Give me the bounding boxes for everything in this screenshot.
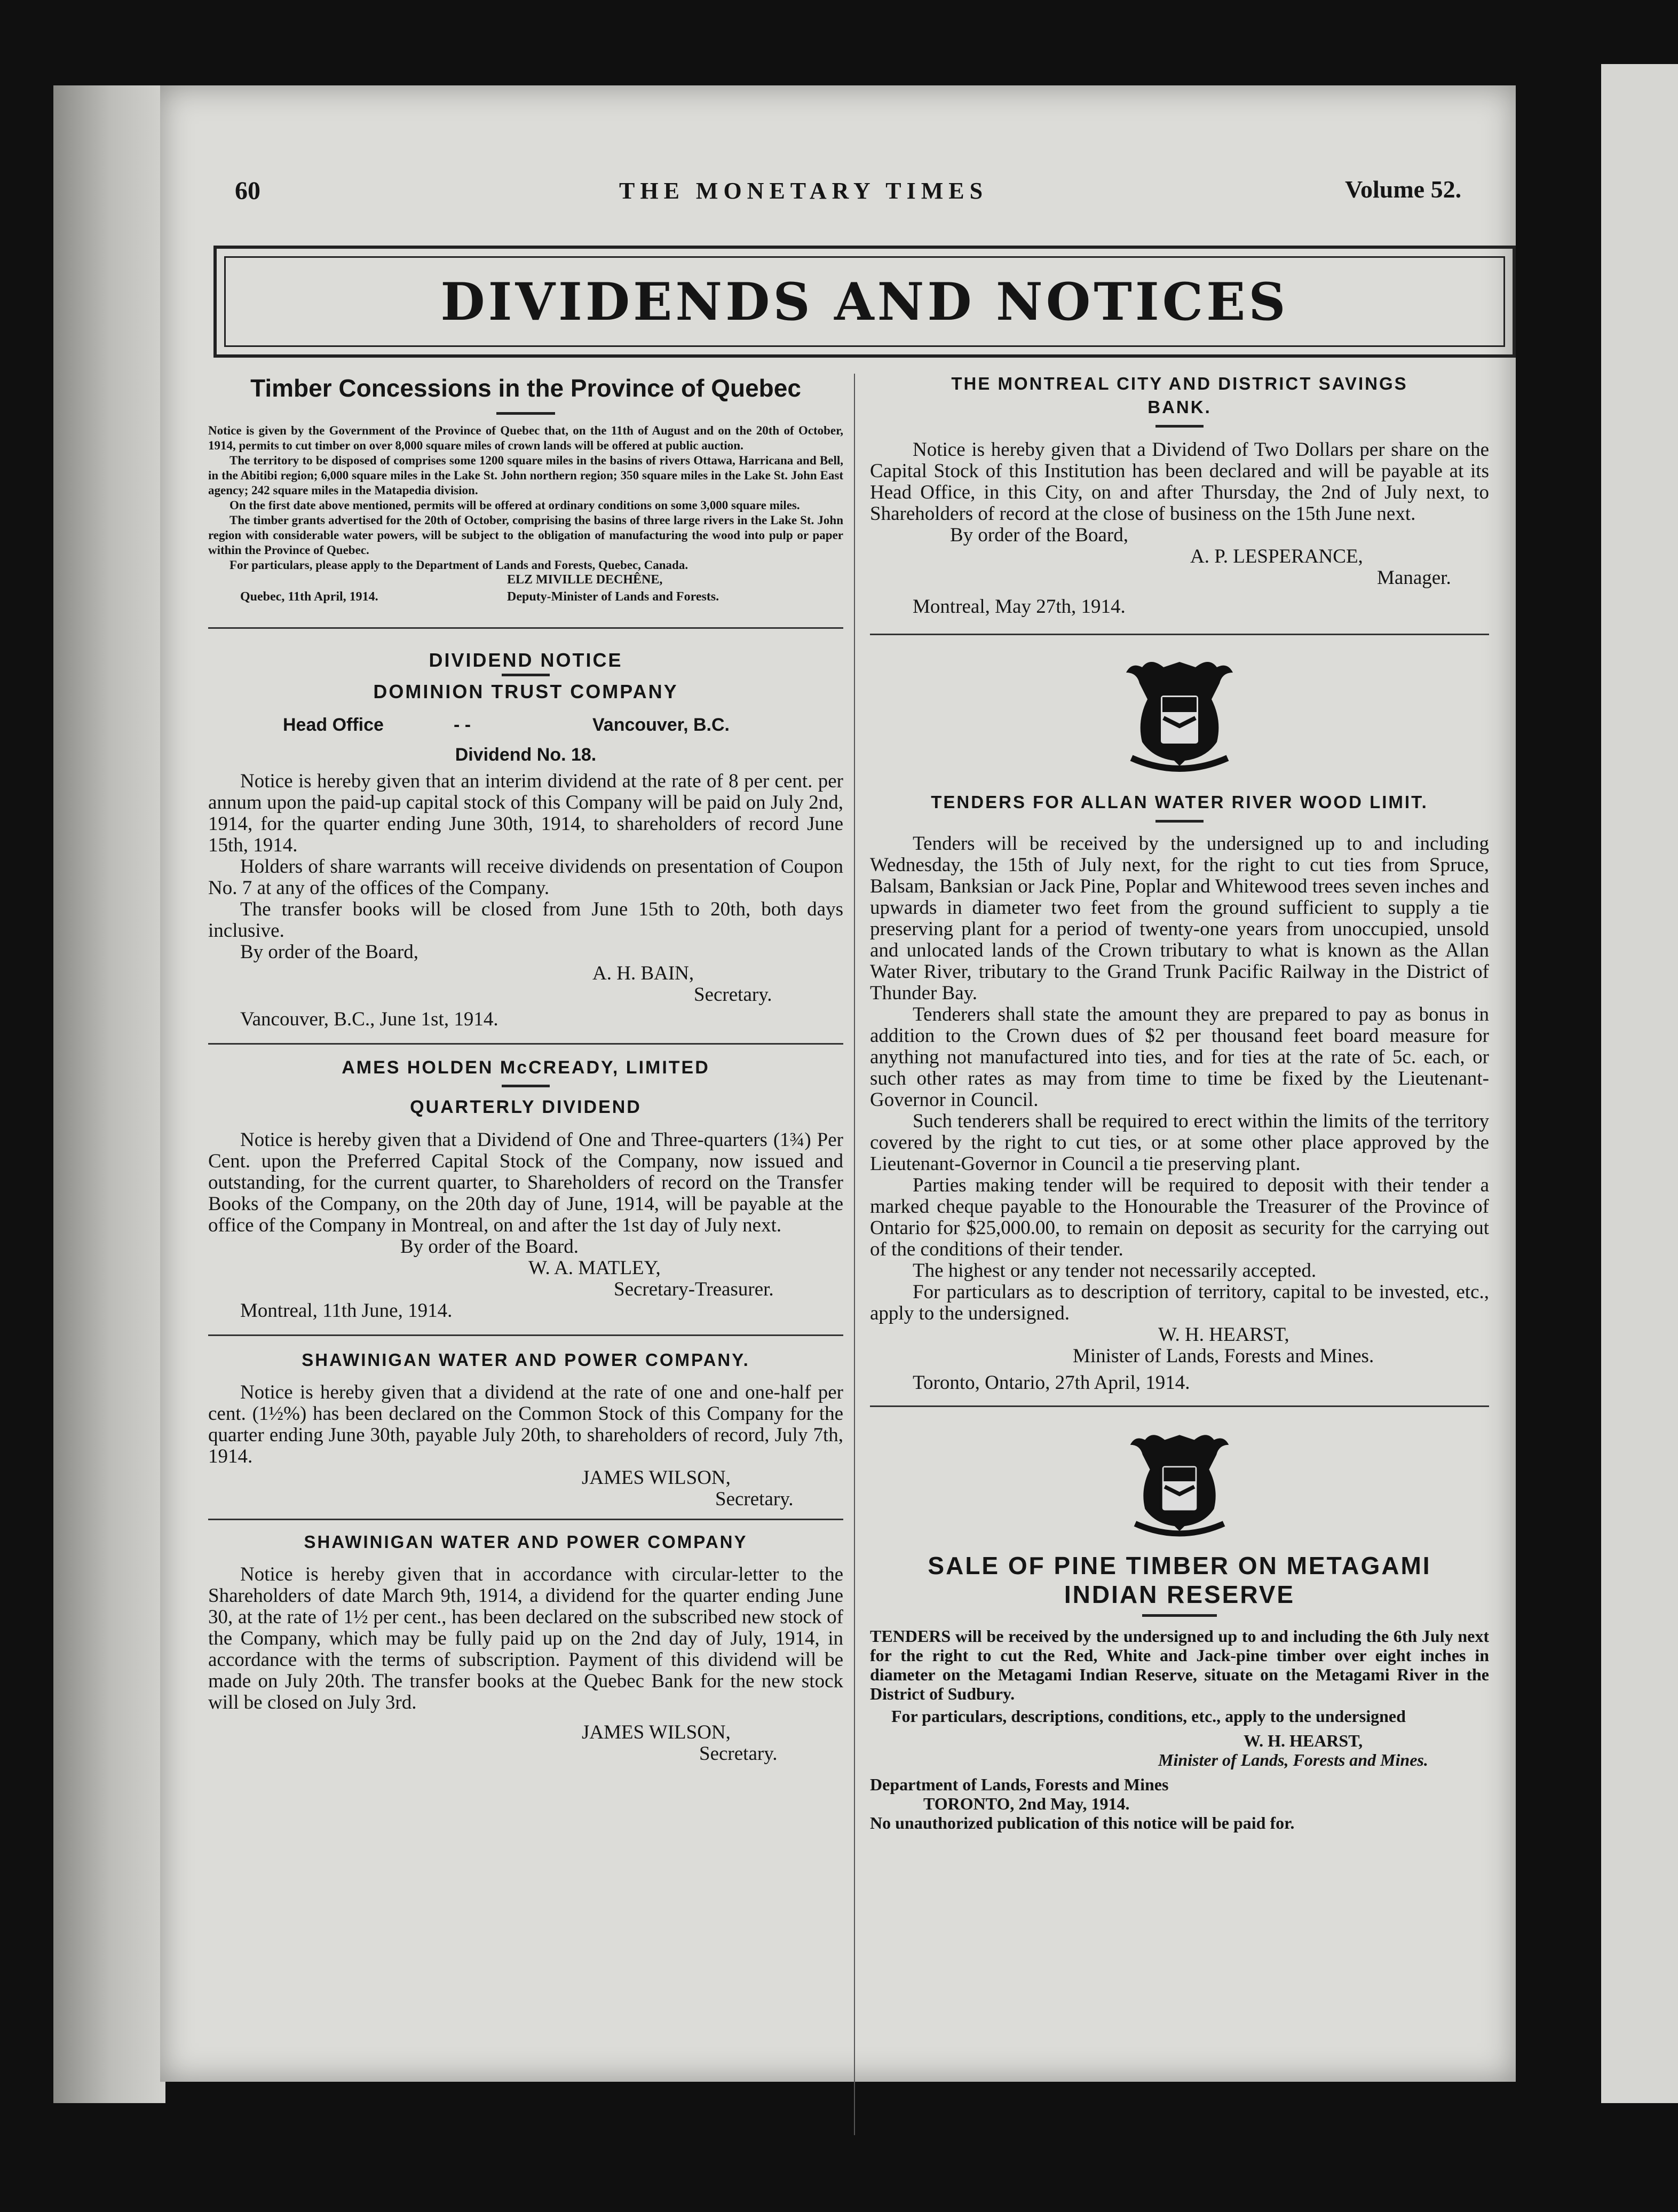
shawinigan-2-company: SHAWINIGAN WATER AND POWER COMPANY: [304, 1532, 748, 1552]
allan-water-notice: [870, 792, 1489, 1394]
head-office-label: Head Office: [283, 715, 384, 735]
ames-paragraph: Notice is hereby given that a Dividend of One and Three-quarters (1¾) Per Cent. upon the Preferred Capital Stock of the Company, now issued and outstanding, for the current quarter, to Shareholders of record on the Transfer Books of the Company, on the 20th day of June, 1914, will be payable at the office of the Company in Montreal, on and after the 1st day of July next.: [208, 1129, 843, 1236]
ames-signer-title: Secretary-Treasurer.: [614, 1278, 774, 1300]
shawinigan-1-company: SHAWINIGAN WATER AND POWER COMPANY.: [302, 1350, 750, 1370]
timber-paragraph: For particulars, please apply to the Department of Lands and Forests, Quebec, Canada.: [229, 558, 688, 572]
page-number: 60: [235, 177, 260, 205]
newspaper-page: [160, 85, 1516, 2082]
montreal-bank-notice: [870, 374, 1489, 618]
timber-title: Timber Concessions in the Province of Quebec: [250, 374, 801, 402]
dominion-signer-title: Secretary.: [694, 984, 772, 1006]
shawinigan-1-signer-title: Secretary.: [715, 1488, 794, 1510]
section-divider: [870, 1405, 1489, 1407]
allan-date: Toronto, Ontario, 27th April, 1914.: [913, 1372, 1190, 1394]
publication-title: THE MONETARY TIMES: [619, 178, 988, 204]
bank-signer-title: Manager.: [1377, 567, 1451, 589]
bank-date: Montreal, May 27th, 1914.: [913, 596, 1126, 618]
metagami-footer: No unauthorized publication of this notice will be paid for.: [870, 1813, 1295, 1832]
dominion-paragraph: Notice is hereby given that an interim dividend at the rate of 8 per cent. per annum upon the paid-up capital stock of this Company will be paid on July 2nd, 1914, for the quarter ending June 30th, 1914, to shareholders of record June 15th, 1914.: [208, 770, 843, 856]
section-banner: [213, 246, 1516, 358]
allan-title: TENDERS FOR ALLAN WATER RIVER WOOD LIMIT.: [931, 792, 1428, 812]
ames-heading: QUARTERLY DIVIDEND: [410, 1097, 642, 1117]
shawinigan-2-signer: JAMES WILSON,: [582, 1721, 731, 1743]
allan-paragraph: Such tenderers shall be required to erect within the limits of the territory covered by the right to cut ties, or at some other place approved by the Lieutenant-Governor in Council a tie preserving plant.: [870, 1110, 1489, 1175]
timber-paragraph: The timber grants advertised for the 20th of October, comprising the basins of three large rivers in the Lake St. John region with considerable water powers, will be subject to the obligation of manufacturing the wood into pulp or paper within the Province of Quebec.: [208, 514, 843, 557]
shawinigan-1-signer: JAMES WILSON,: [582, 1467, 731, 1489]
timber-paragraph: Notice is given by the Government of the Province of Quebec that, on the 11th of August and on the 20th of October, 1914, permits to cut timber on over 8,000 square miles of crown lands will be offered at public auction.: [208, 424, 843, 452]
head-office-city: Vancouver, B.C.: [592, 715, 730, 735]
allan-paragraph: Tenders will be received by the undersigned up to and including Wednesday, the 15th of July next, for the right to cut ties from Spruce, Balsam, Banksian or Jack Pine, Poplar and Whitewood trees seven inches and upwards in diameter two feet from the ground sufficient to supply a tie preserving plant for a period of twenty-one years from unoccupied, unsold and unlocated lands of the Crown tributary to what is known as the Allan Water River, tributary to the Grand Trunk Pacific Railway in the District of Thunder Bay.: [870, 833, 1489, 1004]
divider: [496, 412, 555, 415]
facing-page-edge: [1601, 64, 1678, 2103]
metagami-signer-title: Minister of Lands, Forests and Mines.: [1158, 1750, 1428, 1769]
divider: [502, 674, 550, 676]
divider: [1155, 425, 1204, 428]
divider: [502, 1085, 550, 1087]
allan-paragraph: Tenderers shall state the amount they are prepared to pay as bonus in addition to the Crown dues of $2 per thousand feet board measure for anything not manufactured into ties, and for ties at the rate of 5c. each, or such other rates as may from time to time be fixed by the Lieutenant-Governor in Council.: [870, 1004, 1489, 1111]
timber-signer-title: Deputy-Minister of Lands and Forests.: [507, 590, 719, 604]
dominion-trust-notice: [208, 649, 843, 1030]
ames-date: Montreal, 11th June, 1914.: [240, 1300, 453, 1322]
section-divider: [208, 1519, 843, 1520]
bank-signer: A. P. LESPERANCE,: [1190, 546, 1363, 567]
divider: [1142, 1614, 1217, 1617]
allan-signer-title: Minister of Lands, Forests and Mines.: [1073, 1345, 1374, 1367]
allan-paragraph: The highest or any tender not necessarily accepted.: [913, 1260, 1317, 1282]
shawinigan-notice-2: [208, 1532, 843, 1765]
ames-order: By order of the Board.: [400, 1236, 579, 1258]
bank-paragraph: Notice is hereby given that a Dividend of Two Dollars per share on the Capital Stock of this Institution has been declared and will be payable at its Head Office, in this City, on and after Thursday, the 2nd of July next, to Shareholders of record at the close of business on the 15th June next.: [870, 439, 1489, 525]
allan-paragraph: Parties making tender will be required to deposit with their tender a marked cheque payable to the Honourable the Treasurer of the Province of Ontario for $25,000.00, to remain on deposit as security for the carrying out of the conditions of their tender.: [870, 1174, 1489, 1260]
dominion-order: By order of the Board,: [240, 941, 418, 963]
shawinigan-2-signer-title: Secretary.: [699, 1743, 778, 1765]
metagami-notice: [870, 1551, 1489, 1832]
bank-title-line-2: BANK.: [1147, 397, 1212, 417]
metagami-date: TORONTO, 2nd May, 1914.: [923, 1794, 1130, 1813]
ontario-crest-icon: [870, 1423, 1489, 1540]
shawinigan-1-paragraph: Notice is hereby given that a dividend at the rate of one and one-half per cent. (1½%) has been declared on the Common Stock of this Company for the quarter ending June 30th, payable July 20th, to shareholders of record, July 7th, 1914.: [208, 1381, 843, 1467]
timber-notice: [208, 374, 843, 606]
timber-paragraph: On the first date above mentioned, permits will be offered at ordinary conditions on some 3,000 square miles.: [229, 499, 800, 512]
dominion-heading: DIVIDEND NOTICE: [429, 649, 623, 671]
ames-holden-notice: [208, 1057, 843, 1322]
shawinigan-2-paragraph: Notice is hereby given that in accordance with circular-letter to the Shareholders of date March 9th, 1914, a dividend for the quarter ending June 30, at the rate of 1½ per cent., has been declared on the subscribed new stock of the Company, which may be fully paid up on the 2nd day of July, 1914, in accordance with the terms of subscription. Payment of this dividend will be made on July 20th. The transfer books at the Quebec Bank for the new stock will be closed on July 3rd.: [208, 1563, 843, 1713]
left-column: [208, 374, 843, 1765]
metagami-paragraph: For particulars, descriptions, conditions, etc., apply to the undersigned: [891, 1707, 1406, 1726]
section-divider: [208, 627, 843, 629]
head-office-separator: - -: [454, 715, 471, 735]
divider: [1155, 820, 1204, 823]
section-divider: [208, 1334, 843, 1336]
dominion-paragraph: The transfer books will be closed from June 15th to 20th, both days inclusive.: [208, 898, 843, 942]
ames-company: AMES HOLDEN McCREADY, LIMITED: [342, 1057, 710, 1078]
metagami-title-line-2: INDIAN RESERVE: [1064, 1581, 1295, 1608]
allan-paragraph: For particulars as to description of territory, capital to be invested, etc., apply to the undersigned.: [870, 1281, 1489, 1324]
banner-title: DIVIDENDS AND NOTICES: [440, 271, 1289, 332]
allan-signer: W. H. HEARST,: [1158, 1324, 1289, 1346]
bank-title-line-1: THE MONTREAL CITY AND DISTRICT SAVINGS: [951, 374, 1408, 393]
bank-order: By order of the Board,: [950, 524, 1128, 546]
dominion-paragraph: Holders of share warrants will receive dividends on presentation of Coupon No. 7 at any of the offices of the Company.: [208, 856, 843, 899]
dominion-company: DOMINION TRUST COMPANY: [373, 681, 678, 702]
shawinigan-notice-1: [208, 1350, 843, 1510]
dominion-date: Vancouver, B.C., June 1st, 1914.: [240, 1008, 498, 1030]
timber-signer: ELZ MIVILLE DECHÊNE,: [507, 573, 663, 587]
metagami-department: Department of Lands, Forests and Mines: [870, 1775, 1169, 1794]
section-divider: [208, 1043, 843, 1045]
ames-signer: W. A. MATLEY,: [528, 1257, 661, 1279]
book-spine: [53, 85, 165, 2103]
dominion-signer: A. H. BAIN,: [592, 962, 694, 984]
metagami-title-line-1: SALE OF PINE TIMBER ON METAGAMI: [928, 1552, 1431, 1579]
section-divider: [870, 634, 1489, 635]
metagami-signer: W. H. HEARST,: [1244, 1731, 1363, 1750]
metagami-paragraph: TENDERS will be received by the undersigned up to and including the 6th July next for the right to cut the Red, White and Jack-pine timber over eight inches in diameter on the Metagami Indian Reserve, situate on the Metagami River in the District of Sudbury.: [870, 1626, 1489, 1703]
dividend-number: Dividend No. 18.: [455, 745, 597, 765]
right-column: [870, 374, 1489, 1832]
ontario-crest-icon: [870, 651, 1489, 774]
column-separator: [854, 374, 855, 2135]
volume-label: Volume 52.: [1345, 176, 1462, 203]
timber-date: Quebec, 11th April, 1914.: [240, 590, 378, 604]
timber-paragraph: The territory to be disposed of comprises some 1200 square miles in the basins of rivers Ottawa, Harricana and Bell, in the Abitibi region; 6,000 square miles in the Lake St. John northern region; 350 square miles in the Lake St. John East agency; 242 square miles in the Matapedia division.: [208, 454, 843, 497]
